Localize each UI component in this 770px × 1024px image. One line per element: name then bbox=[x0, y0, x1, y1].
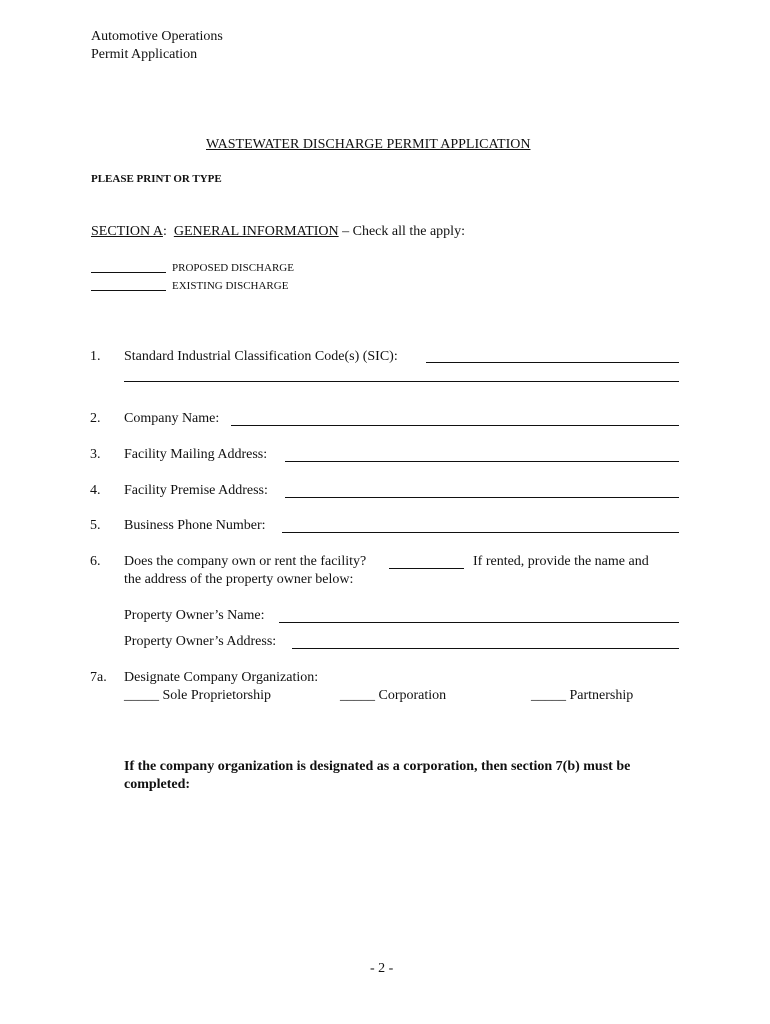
header-line-2: Permit Application bbox=[91, 47, 198, 62]
sole-proprietorship-blank[interactable]: _____ bbox=[124, 688, 159, 703]
property-owner-address-field[interactable] bbox=[292, 648, 679, 649]
property-owner-name-label: Property Owner’s Name: bbox=[124, 608, 265, 623]
property-owner-address-label: Property Owner’s Address: bbox=[124, 634, 277, 649]
q7a-number: 7a. bbox=[90, 670, 107, 685]
q1-label: Standard Industrial Classification Code(s) (SIC): bbox=[124, 349, 398, 364]
q2-number: 2. bbox=[90, 411, 101, 426]
property-owner-name-field[interactable] bbox=[279, 622, 679, 623]
partnership-option[interactable] bbox=[531, 688, 633, 704]
sole-proprietorship-option[interactable] bbox=[124, 688, 271, 704]
q4-label: Facility Premise Address: bbox=[124, 483, 268, 498]
header-line-1: Automotive Operations bbox=[91, 29, 223, 44]
company-name-field[interactable] bbox=[231, 425, 679, 426]
q7a-label: Designate Company Organization: bbox=[124, 670, 319, 685]
page-title: WASTEWATER DISCHARGE PERMIT APPLICATION bbox=[206, 137, 531, 152]
corporation-blank[interactable]: _____ bbox=[340, 688, 375, 703]
q6-rented-note: If rented, provide the name and bbox=[473, 554, 649, 569]
sic-code-field-2[interactable] bbox=[124, 381, 679, 382]
corporation-note-line-1: If the company organization is designated as a corporation, then section 7(b) must be bbox=[124, 759, 631, 774]
q2-label: Company Name: bbox=[124, 411, 220, 426]
q3-label: Facility Mailing Address: bbox=[124, 447, 268, 462]
existing-discharge-label: EXISTING DISCHARGE bbox=[172, 280, 289, 292]
sic-code-field[interactable] bbox=[426, 362, 679, 363]
q5-label: Business Phone Number: bbox=[124, 518, 266, 533]
q1-number: 1. bbox=[90, 349, 101, 364]
proposed-discharge-blank[interactable] bbox=[91, 272, 166, 273]
business-phone-field[interactable] bbox=[282, 532, 679, 533]
mailing-address-field[interactable] bbox=[285, 461, 679, 462]
q6-number: 6. bbox=[90, 554, 101, 569]
section-a-suffix: – Check all the apply: bbox=[342, 224, 465, 239]
print-note: PLEASE PRINT OR TYPE bbox=[91, 173, 222, 185]
premise-address-field[interactable] bbox=[285, 497, 679, 498]
q3-number: 3. bbox=[90, 447, 101, 462]
proposed-discharge-label: PROPOSED DISCHARGE bbox=[172, 262, 294, 274]
corporation-option[interactable] bbox=[340, 688, 446, 704]
q4-number: 4. bbox=[90, 483, 101, 498]
q5-number: 5. bbox=[90, 518, 101, 533]
sole-proprietorship-label: Sole Proprietorship bbox=[162, 688, 271, 703]
section-a-colon: : bbox=[162, 224, 167, 239]
own-or-rent-field[interactable] bbox=[389, 568, 464, 569]
corporation-note-line-2: completed: bbox=[124, 777, 191, 792]
section-a-title: GENERAL INFORMATION bbox=[173, 224, 339, 239]
existing-discharge-blank[interactable] bbox=[91, 290, 166, 291]
partnership-blank[interactable]: _____ bbox=[531, 688, 566, 703]
partnership-label: Partnership bbox=[569, 688, 634, 703]
corporation-label: Corporation bbox=[378, 688, 447, 703]
q6-line-2: the address of the property owner below: bbox=[124, 572, 354, 587]
page-number: - 2 - bbox=[370, 961, 394, 976]
section-a-heading bbox=[91, 224, 465, 240]
section-a-label: SECTION A bbox=[91, 224, 163, 239]
q6-label: Does the company own or rent the facility? bbox=[124, 554, 367, 569]
